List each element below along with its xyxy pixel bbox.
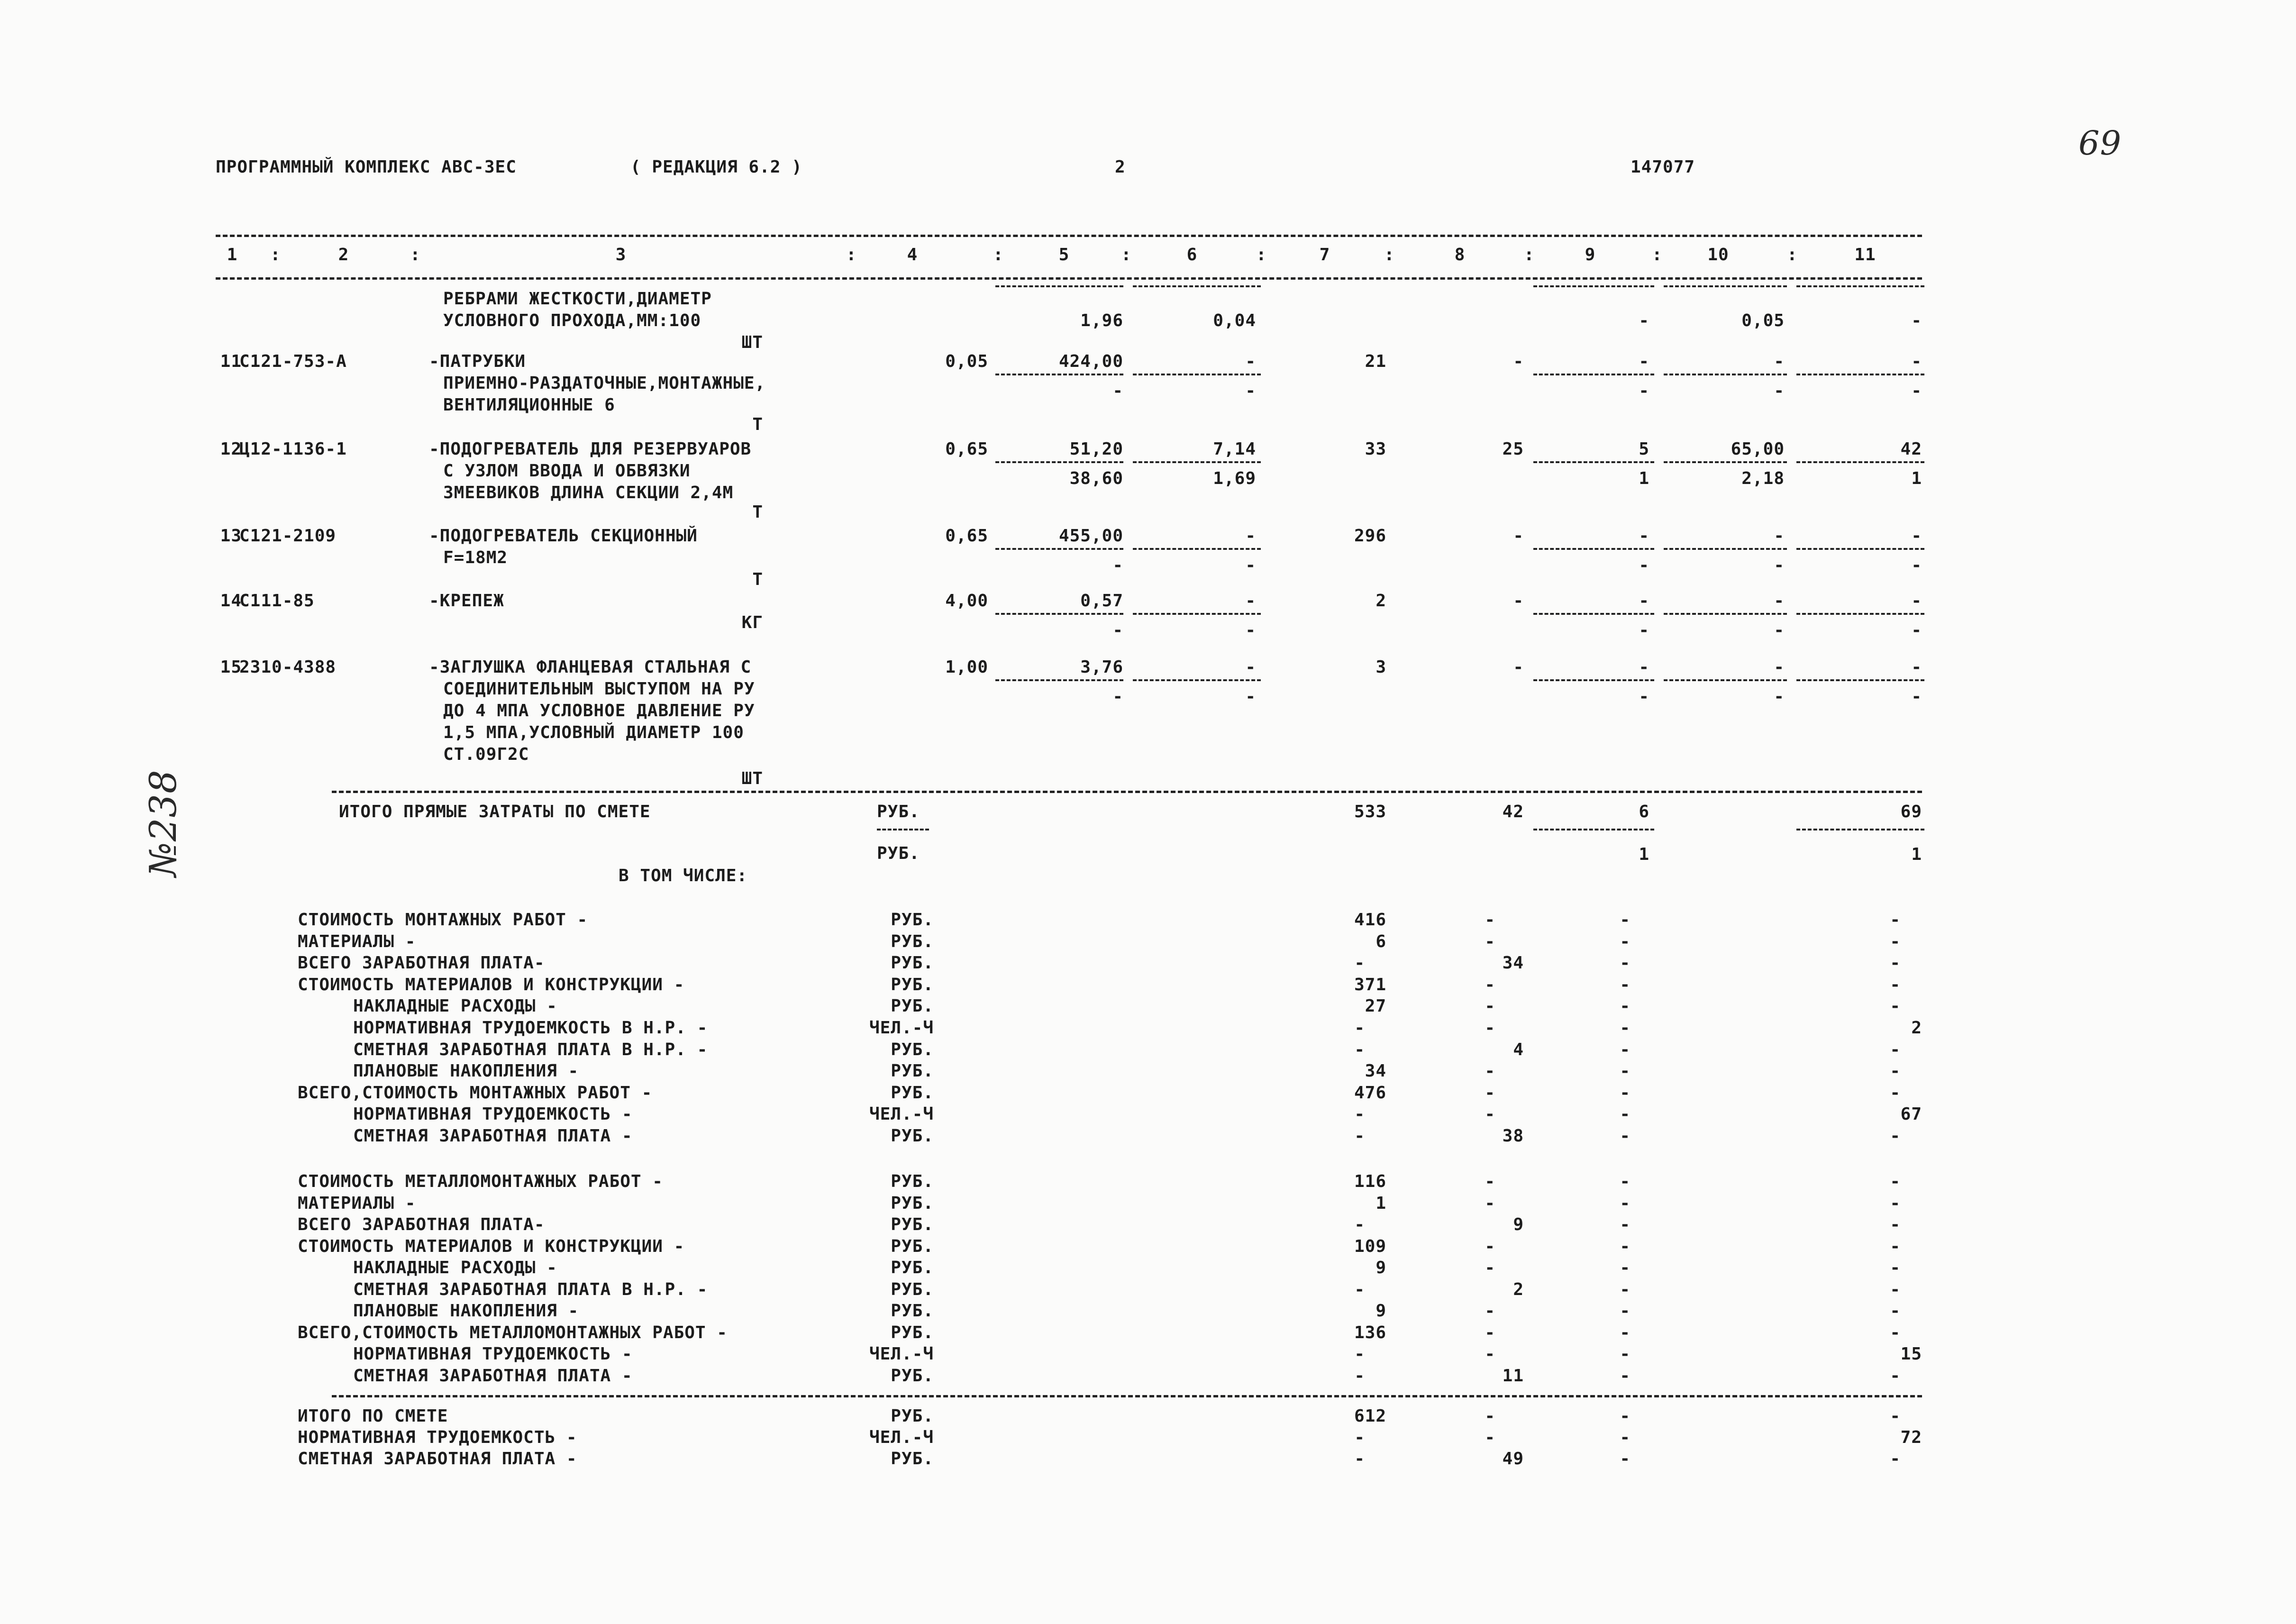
metal-row-col-9: - — [1620, 1215, 1631, 1234]
item-row-15-description-line: -ЗАГЛУШКА ФЛАНЦЕВАЯ СТАЛЬНАЯ С — [429, 657, 752, 677]
item-row-11-description-line: -ПАТРУБКИ — [429, 352, 526, 371]
metal-row-col-7: 109 — [1354, 1236, 1386, 1256]
item-row-13-code: С121-2109 — [239, 526, 337, 546]
item-row-13-r1-col-5: 455,00 — [1058, 526, 1123, 546]
metal-row-label: СМЕТНАЯ ЗАРАБОТНАЯ ПЛАТА - — [353, 1366, 633, 1386]
final-row-col-9: - — [1620, 1406, 1631, 1426]
metal-row-col-7: 116 — [1354, 1172, 1386, 1191]
metal-row-label: ВСЕГО ЗАРАБОТНАЯ ПЛАТА- — [298, 1215, 545, 1234]
final-row-col-8: - — [1485, 1428, 1495, 1447]
metal-row-col-9: - — [1620, 1172, 1631, 1191]
item-row-11-r1-col-10: - — [1774, 352, 1785, 371]
edition-label: ( РЕДАКЦИЯ 6.2 ) — [630, 157, 802, 177]
item-row-11-number: 11 — [220, 352, 242, 371]
metal-row-label: ПЛАНОВЫЕ НАКОПЛЕНИЯ - — [353, 1301, 579, 1321]
item-row-13-r2-col-9: - — [1639, 556, 1649, 575]
mounting-row-col-7: 6 — [1376, 931, 1386, 951]
item-row-11-r1-col-4: 0,05 — [945, 352, 988, 371]
column-number-9: 9 — [1585, 245, 1596, 265]
column-separator: : — [1652, 245, 1663, 265]
item-row-13-r2-col-10: - — [1774, 556, 1785, 575]
item-row-14-r1-col-11: - — [1911, 591, 1922, 611]
mounting-row-col-11: - — [1890, 910, 1901, 930]
mounting-row-label: МАТЕРИАЛЫ - — [298, 931, 416, 951]
mounting-row-col-9: - — [1620, 1083, 1631, 1103]
metal-row-col-7: - — [1354, 1215, 1365, 1234]
mounting-row-col-11: - — [1890, 1126, 1901, 1146]
metal-row-label: СТОИМОСТЬ МЕТАЛЛОМОНТАЖНЫХ РАБОТ - — [298, 1172, 663, 1191]
item-row-12-description-line: ЗМЕЕВИКОВ ДЛИНА СЕКЦИИ 2,4М — [443, 483, 734, 502]
direct-costs-underline-9 — [1533, 829, 1654, 830]
metal-row-col-11: - — [1890, 1172, 1901, 1191]
metal-row-col-11: - — [1890, 1279, 1901, 1299]
item-row-11-unit: Т — [752, 415, 763, 434]
program-title: ПРОГРАММНЫЙ КОМПЛЕКС АВС-3ЕС — [216, 157, 517, 177]
item-row-13-description-line: -ПОДОГРЕВАТЕЛЬ СЕКЦИОННЫЙ — [429, 526, 698, 546]
item-row-12-r2-col-9: 1 — [1639, 469, 1649, 488]
metal-row-col-7: 9 — [1376, 1258, 1386, 1277]
item-row-11-description-line: ПРИЕМНО-РАЗДАТОЧНЫЕ,МОНТАЖНЫЕ, — [443, 374, 766, 393]
column-separator: : — [993, 245, 1004, 265]
column-separator: : — [410, 245, 421, 265]
metal-row-col-8: 9 — [1513, 1215, 1524, 1234]
final-row-col-11: 72 — [1900, 1428, 1922, 1447]
item-row-15-r2-col-10: - — [1774, 687, 1785, 706]
item-row-15-unit: ШТ — [741, 769, 763, 788]
mounting-row-col-9: - — [1620, 910, 1631, 930]
metal-row-col-8: - — [1485, 1323, 1495, 1342]
mounting-row-col-11: - — [1890, 1083, 1901, 1103]
metal-row-unit: РУБ. — [891, 1236, 934, 1256]
column-number-11: 11 — [1854, 245, 1876, 265]
metal-row-unit: РУБ. — [891, 1215, 934, 1234]
item-row-11-r2-col-9: - — [1639, 381, 1649, 401]
item-row-11-code: С121-753-А — [239, 352, 347, 371]
including-heading: В ТОМ ЧИСЛЕ: — [619, 866, 748, 885]
final-row-col-7: - — [1354, 1449, 1365, 1469]
item-row-14-r1-col-8: - — [1513, 591, 1524, 611]
item-row-continuation-r2-col-6: 0,04 — [1213, 311, 1256, 330]
item-row-13-r1-col-10: - — [1774, 526, 1785, 546]
mounting-row-col-8: - — [1485, 1083, 1495, 1103]
metal-row-unit: РУБ. — [891, 1258, 934, 1277]
metal-row-col-7: - — [1354, 1279, 1365, 1299]
item-row-13-number: 13 — [220, 526, 242, 546]
item-row-15-number: 15 — [220, 657, 242, 677]
final-row-label: СМЕТНАЯ ЗАРАБОТНАЯ ПЛАТА - — [298, 1449, 577, 1469]
mounting-row-unit: ЧЕЛ.-Ч — [869, 1104, 934, 1124]
metal-row-unit: РУБ. — [891, 1193, 934, 1213]
mounting-row-col-8: - — [1485, 1018, 1495, 1038]
metal-row-col-7: - — [1354, 1344, 1365, 1364]
handwritten-margin-note: №238 — [142, 769, 185, 877]
item-row-15-r1-col-10: - — [1774, 657, 1785, 677]
mounting-row-col-7: - — [1354, 953, 1365, 973]
metal-row-col-9: - — [1620, 1258, 1631, 1277]
final-row-unit: РУБ. — [891, 1449, 934, 1469]
column-number-3: 3 — [615, 245, 627, 265]
mounting-row-col-8: 38 — [1502, 1126, 1524, 1146]
item-row-11-r2-col-6: - — [1245, 381, 1256, 401]
mounting-row-col-9: - — [1620, 931, 1631, 951]
mounting-row-col-11: - — [1890, 1040, 1901, 1059]
item-row-14-r1-col-7: 2 — [1376, 591, 1386, 611]
metal-row-col-8: 11 — [1502, 1366, 1524, 1386]
item-row-12-unit: Т — [752, 502, 763, 522]
mounting-row-unit: РУБ. — [891, 1126, 934, 1146]
mounting-row-label: СМЕТНАЯ ЗАРАБОТНАЯ ПЛАТА - — [353, 1126, 633, 1146]
mounting-row-col-7: - — [1354, 1104, 1365, 1124]
mounting-row-unit: РУБ. — [891, 996, 934, 1016]
mounting-row-col-7: 476 — [1354, 1083, 1386, 1103]
item-row-11-r2-col-11: - — [1911, 381, 1922, 401]
direct-costs-r1-col-8: 42 — [1502, 802, 1524, 821]
column-separator: : — [846, 245, 857, 265]
metal-row-col-9: - — [1620, 1323, 1631, 1342]
final-row-unit: РУБ. — [891, 1406, 934, 1426]
page-number: 2 — [1115, 157, 1126, 177]
item-row-11-r1-col-11: - — [1911, 352, 1922, 371]
item-row-15-r1-col-8: - — [1513, 657, 1524, 677]
metal-row-col-11: - — [1890, 1193, 1901, 1213]
item-row-13-r1-col-4: 0,65 — [945, 526, 988, 546]
column-number-10: 10 — [1707, 245, 1729, 265]
mounting-row-col-11: - — [1890, 953, 1901, 973]
metal-row-label: СМЕТНАЯ ЗАРАБОТНАЯ ПЛАТА В Н.Р. - — [353, 1279, 708, 1299]
metal-row-label: СТОИМОСТЬ МАТЕРИАЛОВ И КОНСТРУКЦИИ - — [298, 1236, 685, 1256]
final-row-col-8: - — [1485, 1406, 1495, 1426]
mounting-row-label: СТОИМОСТЬ МАТЕРИАЛОВ И КОНСТРУКЦИИ - — [298, 975, 685, 994]
item-row-13-r2-col-5: - — [1112, 556, 1123, 575]
item-row-13-r1-col-6: - — [1245, 526, 1256, 546]
item-row-12-r1-col-6: 7,14 — [1213, 439, 1256, 459]
metal-row-col-9: - — [1620, 1236, 1631, 1256]
item-row-12-r2-col-6: 1,69 — [1213, 469, 1256, 488]
item-row-14-r1-col-6: - — [1245, 591, 1256, 611]
item-row-15-description-line: СТ.09Г2С — [443, 745, 529, 764]
mounting-row-unit: ЧЕЛ.-Ч — [869, 1018, 934, 1038]
item-row-15-description-line: СОЕДИНИТЕЛЬНЫМ ВЫСТУПОМ НА РУ — [443, 679, 755, 699]
mounting-row-col-7: 416 — [1354, 910, 1386, 930]
mounting-row-col-9: - — [1620, 1126, 1631, 1146]
totals-top-rule — [332, 791, 1922, 793]
item-row-12-r1-col-7: 33 — [1365, 439, 1386, 459]
mounting-row-col-11: - — [1890, 1061, 1901, 1081]
final-row-col-9: - — [1620, 1428, 1631, 1447]
item-row-continuation-description-line: УСЛОВНОГО ПРОХОДА,ММ:100 — [443, 311, 702, 330]
item-row-continuation-r2-col-5: 1,96 — [1080, 311, 1123, 330]
metal-row-label: НАКЛАДНЫЕ РАСХОДЫ - — [353, 1258, 557, 1277]
metal-row-unit: ЧЕЛ.-Ч — [869, 1344, 934, 1364]
item-row-11-r1-col-8: - — [1513, 352, 1524, 371]
mounting-row-unit: РУБ. — [891, 1061, 934, 1081]
metal-row-col-8: - — [1485, 1258, 1495, 1277]
mounting-row-unit: РУБ. — [891, 1040, 934, 1059]
mounting-row-col-7: - — [1354, 1040, 1365, 1059]
mounting-row-col-8: 34 — [1502, 953, 1524, 973]
metal-row-label: НОРМАТИВНАЯ ТРУДОЕМКОСТЬ - — [353, 1344, 633, 1364]
mounting-row-col-11: - — [1890, 996, 1901, 1016]
item-row-15-r1-col-6: - — [1245, 657, 1256, 677]
item-row-14-r1-col-10: - — [1774, 591, 1785, 611]
item-row-14-number: 14 — [220, 591, 242, 611]
item-row-14-r1-col-4: 4,00 — [945, 591, 988, 611]
item-row-13-unit: Т — [752, 570, 763, 589]
mounting-row-col-11: - — [1890, 975, 1901, 994]
final-top-rule — [332, 1395, 1922, 1397]
item-row-14-r2-col-10: - — [1774, 620, 1785, 640]
item-row-12-r1-col-8: 25 — [1502, 439, 1524, 459]
column-number-7: 7 — [1319, 245, 1330, 265]
mounting-row-unit: РУБ. — [891, 931, 934, 951]
metal-row-col-11: 15 — [1900, 1344, 1922, 1364]
item-row-15-code: 2310-4388 — [239, 657, 337, 677]
mounting-row-label: ВСЕГО ЗАРАБОТНАЯ ПЛАТА- — [298, 953, 545, 973]
metal-row-col-8: - — [1485, 1236, 1495, 1256]
item-row-11-r1-col-7: 21 — [1365, 352, 1386, 371]
item-row-12-r1-col-9: 5 — [1639, 439, 1649, 459]
column-separator: : — [1787, 245, 1798, 265]
item-row-11-r2-col-10: - — [1774, 381, 1785, 401]
item-row-14-r1-col-9: - — [1639, 591, 1649, 611]
mounting-row-label: СМЕТНАЯ ЗАРАБОТНАЯ ПЛАТА В Н.Р. - — [353, 1040, 708, 1059]
mounting-row-col-9: - — [1620, 1018, 1631, 1038]
item-row-15-r1-col-11: - — [1911, 657, 1922, 677]
metal-row-unit: РУБ. — [891, 1279, 934, 1299]
final-row-col-7: 612 — [1354, 1406, 1386, 1426]
mounting-row-col-8: - — [1485, 1061, 1495, 1081]
column-number-1: 1 — [227, 245, 238, 265]
item-row-11-description-line: ВЕНТИЛЯЦИОННЫЕ 6 — [443, 395, 615, 415]
item-row-12-r2-col-11: 1 — [1911, 469, 1922, 488]
mounting-row-col-9: - — [1620, 1040, 1631, 1059]
metal-row-col-9: - — [1620, 1193, 1631, 1213]
item-row-14-unit: КГ — [741, 613, 763, 632]
direct-costs-label: ИТОГО ПРЯМЫЕ ЗАТРАТЫ ПО СМЕТЕ — [339, 802, 651, 821]
item-row-12-description-line: С УЗЛОМ ВВОДА И ОБВЯЗКИ — [443, 461, 691, 481]
mounting-row-col-7: 371 — [1354, 975, 1386, 994]
mounting-row-col-8: - — [1485, 975, 1495, 994]
item-row-15-r1-col-4: 1,00 — [945, 657, 988, 677]
item-row-13-description-line: F=18М2 — [443, 548, 508, 567]
column-number-6: 6 — [1186, 245, 1198, 265]
metal-row-unit: РУБ. — [891, 1301, 934, 1321]
item-row-12-code: Ц12-1136-1 — [239, 439, 347, 459]
mounting-row-col-8: 4 — [1513, 1040, 1524, 1059]
item-row-11-r2-col-5: - — [1112, 381, 1123, 401]
mounting-row-label: ПЛАНОВЫЕ НАКОПЛЕНИЯ - — [353, 1061, 579, 1081]
metal-row-col-11: - — [1890, 1366, 1901, 1386]
item-row-13-r2-col-6: - — [1245, 556, 1256, 575]
metal-row-col-9: - — [1620, 1344, 1631, 1364]
mounting-row-label: НОРМАТИВНАЯ ТРУДОЕМКОСТЬ В Н.Р. - — [353, 1018, 708, 1038]
direct-costs-r2-col-11: 1 — [1911, 845, 1922, 864]
mounting-row-col-8: - — [1485, 931, 1495, 951]
item-row-14-r1-col-5: 0,57 — [1080, 591, 1123, 611]
final-row-label: ИТОГО ПО СМЕТЕ — [298, 1406, 448, 1426]
mounting-row-col-7: - — [1354, 1126, 1365, 1146]
item-row-13-r1-col-11: - — [1911, 526, 1922, 546]
mounting-row-col-7: 27 — [1365, 996, 1386, 1016]
item-row-12-r1-col-5: 51,20 — [1069, 439, 1123, 459]
metal-row-unit: РУБ. — [891, 1366, 934, 1386]
item-row-11-r1-col-9: - — [1639, 352, 1649, 371]
metal-row-col-7: - — [1354, 1366, 1365, 1386]
item-row-12-r2-col-10: 2,18 — [1741, 469, 1785, 488]
item-row-14-r2-col-5: - — [1112, 620, 1123, 640]
mounting-row-col-8: - — [1485, 996, 1495, 1016]
item-row-13-r1-col-7: 296 — [1354, 526, 1386, 546]
metal-row-col-11: - — [1890, 1323, 1901, 1342]
mounting-row-unit: РУБ. — [891, 975, 934, 994]
item-row-15-r1-col-9: - — [1639, 657, 1649, 677]
item-row-15-r1-col-5: 3,76 — [1080, 657, 1123, 677]
item-row-15-r2-col-11: - — [1911, 687, 1922, 706]
mounting-row-label: ВСЕГО,СТОИМОСТЬ МОНТАЖНЫХ РАБОТ - — [298, 1083, 653, 1103]
item-row-11-r1-col-6: - — [1245, 352, 1256, 371]
mounting-row-col-11: - — [1890, 931, 1901, 951]
final-row-col-11: - — [1890, 1406, 1901, 1426]
final-row-col-9: - — [1620, 1449, 1631, 1469]
final-row-unit: ЧЕЛ.-Ч — [869, 1428, 934, 1447]
item-row-15-r2-col-6: - — [1245, 687, 1256, 706]
mounting-row-col-7: 34 — [1365, 1061, 1386, 1081]
handwritten-page-number: 69 — [2078, 124, 2122, 163]
metal-row-col-11: - — [1890, 1301, 1901, 1321]
mounting-row-unit: РУБ. — [891, 1083, 934, 1103]
item-row-13-r1-col-8: - — [1513, 526, 1524, 546]
item-row-continuation-r2-col-9: - — [1639, 311, 1649, 330]
metal-row-col-8: - — [1485, 1193, 1495, 1213]
item-row-13-r1-col-9: - — [1639, 526, 1649, 546]
metal-row-col-7: 136 — [1354, 1323, 1386, 1342]
direct-costs-r1-col-7: 533 — [1354, 802, 1386, 821]
metal-row-label: ВСЕГО,СТОИМОСТЬ МЕТАЛЛОМОНТАЖНЫХ РАБОТ - — [298, 1323, 728, 1342]
item-row-15-description-line: 1,5 МПА,УСЛОВНЫЙ ДИАМЕТР 100 — [443, 723, 744, 742]
direct-costs-underline-11 — [1796, 829, 1924, 830]
metal-row-col-8: 2 — [1513, 1279, 1524, 1299]
column-separator: : — [270, 245, 281, 265]
item-row-continuation-description-line: РЕБРАМИ ЖЕСТКОСТИ,ДИАМЕТР — [443, 289, 712, 309]
column-number-8: 8 — [1454, 245, 1466, 265]
direct-costs-r2-col-9: 1 — [1639, 845, 1649, 864]
metal-row-col-7: 1 — [1376, 1193, 1386, 1213]
item-row-13-r2-col-11: - — [1911, 556, 1922, 575]
final-row-col-11: - — [1890, 1449, 1901, 1469]
direct-costs-unit-underline — [877, 829, 929, 830]
mounting-row-col-9: - — [1620, 1061, 1631, 1081]
metal-row-col-9: - — [1620, 1279, 1631, 1299]
mounting-row-col-11: 2 — [1911, 1018, 1922, 1038]
item-row-14-r2-col-11: - — [1911, 620, 1922, 640]
item-row-14-r2-col-9: - — [1639, 620, 1649, 640]
metal-row-col-8: - — [1485, 1172, 1495, 1191]
item-row-12-description-line: -ПОДОГРЕВАТЕЛЬ ДЛЯ РЕЗЕРВУАРОВ — [429, 439, 752, 459]
mounting-row-label: СТОИМОСТЬ МОНТАЖНЫХ РАБОТ - — [298, 910, 588, 930]
mounting-row-col-8: - — [1485, 1104, 1495, 1124]
metal-row-col-11: - — [1890, 1236, 1901, 1256]
item-row-15-r1-col-7: 3 — [1376, 657, 1386, 677]
item-row-continuation-unit: ШТ — [741, 333, 763, 352]
direct-costs-unit-2: РУБ. — [877, 844, 920, 863]
mounting-row-label: НАКЛАДНЫЕ РАСХОДЫ - — [353, 996, 557, 1016]
item-row-continuation-r2-col-11: - — [1911, 311, 1922, 330]
metal-row-unit: РУБ. — [891, 1172, 934, 1191]
metal-row-col-9: - — [1620, 1366, 1631, 1386]
mounting-row-unit: РУБ. — [891, 953, 934, 973]
column-separator: : — [1121, 245, 1132, 265]
item-row-12-r1-col-10: 65,00 — [1731, 439, 1785, 459]
item-row-12-number: 12 — [220, 439, 242, 459]
item-row-14-r2-col-6: - — [1245, 620, 1256, 640]
item-row-12-r1-col-4: 0,65 — [945, 439, 988, 459]
mounting-row-unit: РУБ. — [891, 910, 934, 930]
item-row-continuation-r2-col-10: 0,05 — [1741, 311, 1785, 330]
metal-row-label: МАТЕРИАЛЫ - — [298, 1193, 416, 1213]
mounting-row-col-9: - — [1620, 996, 1631, 1016]
metal-row-unit: РУБ. — [891, 1323, 934, 1342]
column-separator: : — [1256, 245, 1267, 265]
metal-row-col-8: - — [1485, 1344, 1495, 1364]
column-number-2: 2 — [338, 245, 349, 265]
item-row-12-r2-col-5: 38,60 — [1069, 469, 1123, 488]
mounting-row-col-9: - — [1620, 1104, 1631, 1124]
column-separator: : — [1384, 245, 1395, 265]
final-row-col-8: 49 — [1502, 1449, 1524, 1469]
final-row-label: НОРМАТИВНАЯ ТРУДОЕМКОСТЬ - — [298, 1428, 577, 1447]
mounting-row-col-9: - — [1620, 953, 1631, 973]
column-separator: : — [1524, 245, 1535, 265]
item-row-15-r2-col-5: - — [1112, 687, 1123, 706]
item-row-15-r2-col-9: - — [1639, 687, 1649, 706]
metal-row-col-8: - — [1485, 1301, 1495, 1321]
item-row-15-description-line: ДО 4 МПА УСЛОВНОЕ ДАВЛЕНИЕ РУ — [443, 701, 755, 721]
metal-row-col-7: 9 — [1376, 1301, 1386, 1321]
direct-costs-r1-col-9: 6 — [1639, 802, 1649, 821]
mounting-row-label: НОРМАТИВНАЯ ТРУДОЕМКОСТЬ - — [353, 1104, 633, 1124]
metal-row-col-11: - — [1890, 1258, 1901, 1277]
metal-row-col-11: - — [1890, 1215, 1901, 1234]
item-row-14-code: С111-85 — [239, 591, 315, 611]
mounting-row-col-8: - — [1485, 910, 1495, 930]
direct-costs-unit: РУБ. — [877, 802, 920, 821]
item-row-14-description-line: -КРЕПЕЖ — [429, 591, 504, 611]
metal-row-col-9: - — [1620, 1301, 1631, 1321]
item-row-11-r1-col-5: 424,00 — [1058, 352, 1123, 371]
mounting-row-col-7: - — [1354, 1018, 1365, 1038]
direct-costs-r1-col-11: 69 — [1900, 802, 1922, 821]
item-row-12-r1-col-11: 42 — [1900, 439, 1922, 459]
mounting-row-col-9: - — [1620, 975, 1631, 994]
column-number-5: 5 — [1058, 245, 1070, 265]
column-number-4: 4 — [907, 245, 918, 265]
document-code: 147077 — [1631, 157, 1695, 177]
final-row-col-7: - — [1354, 1428, 1365, 1447]
mounting-row-col-11: 67 — [1900, 1104, 1922, 1124]
